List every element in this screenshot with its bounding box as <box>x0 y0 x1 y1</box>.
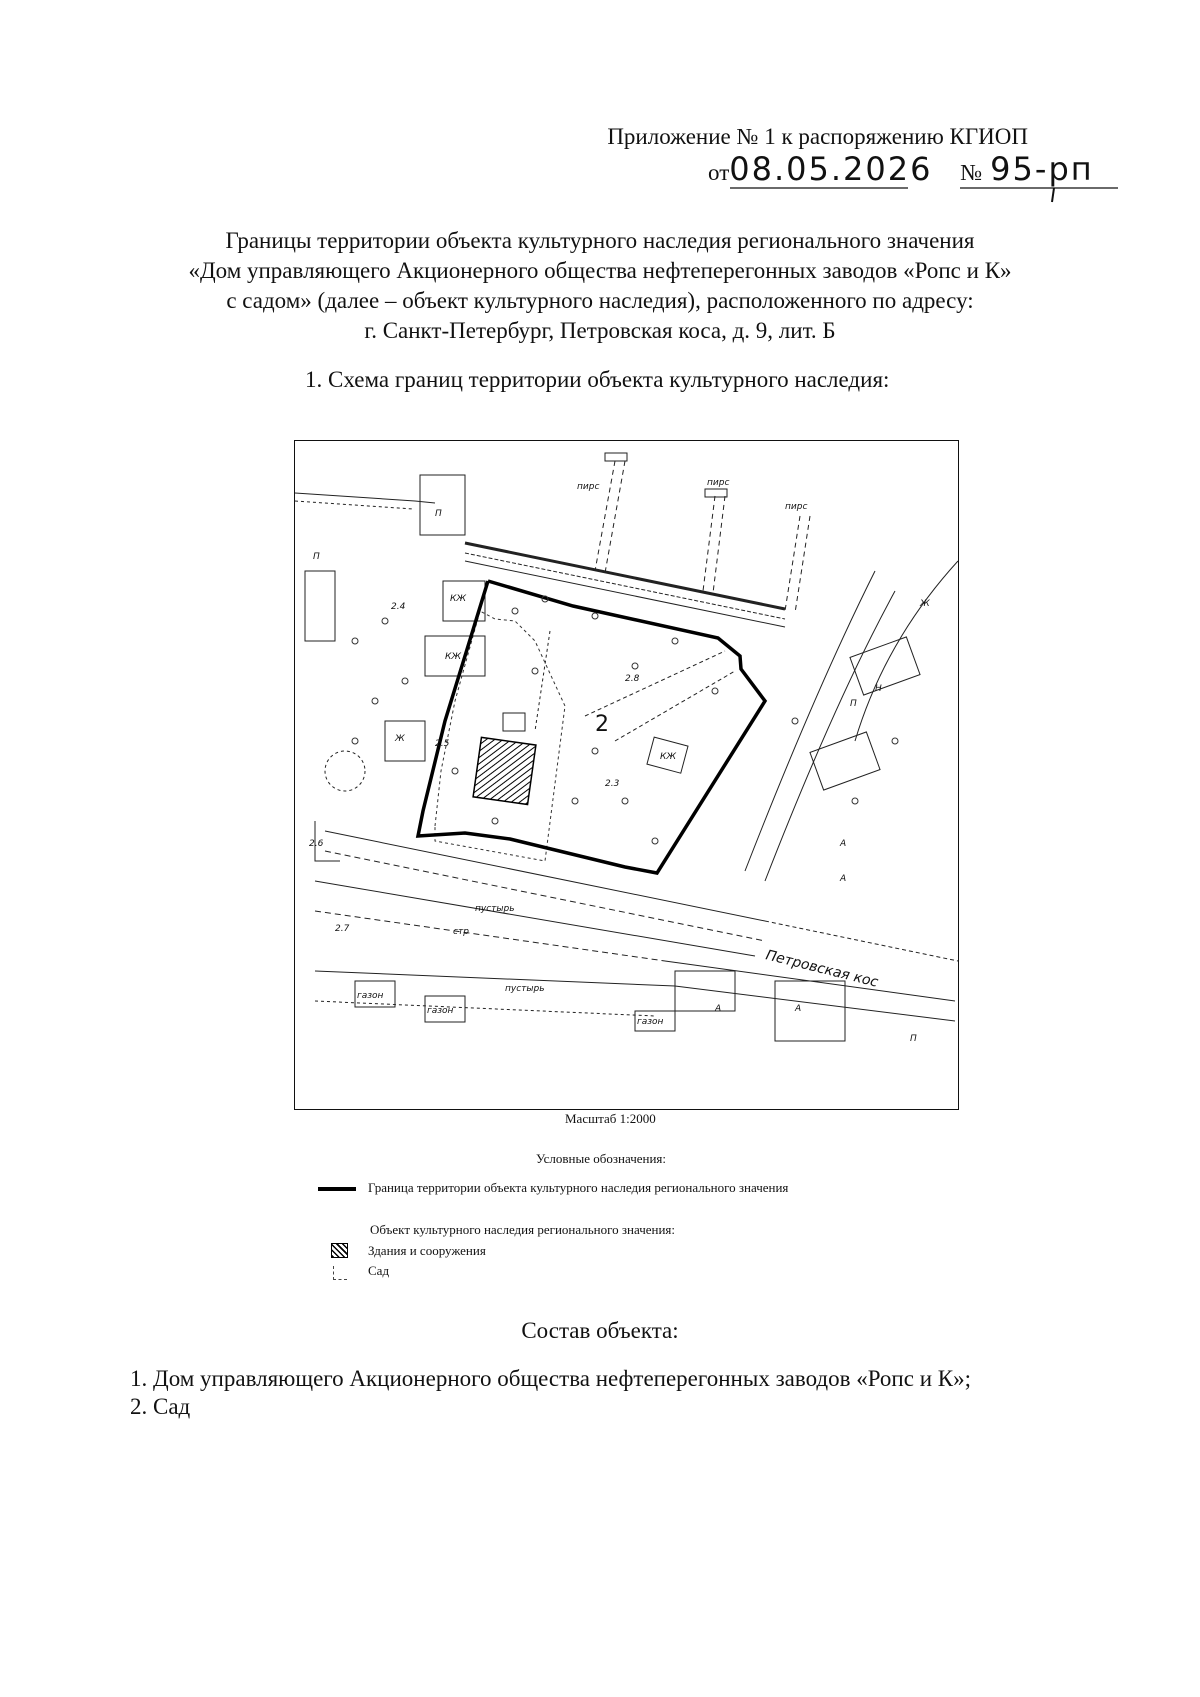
svg-text:пустырь: пустырь <box>505 984 545 994</box>
map-base <box>295 453 958 1041</box>
svg-text:А: А <box>795 1004 802 1014</box>
zone-label: 2 <box>595 712 609 737</box>
legend-garden-label: Сад <box>368 1263 390 1278</box>
svg-text:КЖ: КЖ <box>660 752 677 762</box>
svg-text:пирс: пирс <box>785 502 808 512</box>
composition-item: 2. Сад <box>130 1394 191 1419</box>
svg-text:2.4: 2.4 <box>391 602 406 612</box>
composition-item: 1. Дом управляющего Акционерного общества нефтеперегонных заводов «Ропс и К»; <box>130 1366 971 1391</box>
svg-text:КЖ: КЖ <box>445 652 462 662</box>
svg-text:пустырь: пустырь <box>475 904 515 914</box>
garden-area <box>435 611 565 861</box>
title-line: с садом» (далее – объект культурного наследия), расположенного по адресу: <box>226 288 974 313</box>
svg-text:2.5: 2.5 <box>435 739 450 749</box>
decree-date: 08.05.2026 <box>729 150 933 188</box>
svg-text:Н: Н <box>875 684 882 694</box>
appendix-caption: Приложение № 1 к распоряжению КГИОП <box>607 124 1028 149</box>
svg-text:стр: стр <box>453 927 469 937</box>
svg-text:А: А <box>840 874 847 884</box>
composition-heading: Состав объекта: <box>521 1318 679 1343</box>
svg-text:пирс: пирс <box>707 478 730 488</box>
decree-underline <box>708 150 1128 210</box>
map-drawing <box>295 441 958 1109</box>
legend-buildings-label: Здания и сооружения <box>368 1243 486 1258</box>
svg-text:П: П <box>910 1034 917 1044</box>
svg-text:газон: газон <box>427 1006 454 1016</box>
title-line: Границы территории объекта культурного наследия регионального значения <box>225 228 975 253</box>
svg-text:П: П <box>435 509 442 519</box>
legend-object-title: Объект культурного наследия регионального значения: <box>370 1222 676 1237</box>
svg-text:А: А <box>840 839 847 849</box>
heritage-boundary <box>418 581 765 873</box>
document-title <box>0 226 1200 346</box>
legend-boundary-label: Граница территории объекта культурного наследия регионального значения <box>368 1180 789 1195</box>
svg-text:2.7: 2.7 <box>335 924 350 934</box>
legend-title: Условные обозначения: <box>536 1151 667 1166</box>
title-line: г. Санкт-Петербург, Петровская коса, д. 9, лит. Б <box>364 318 836 343</box>
svg-text:пирс: пирс <box>577 482 600 492</box>
boundary-map <box>294 440 959 1110</box>
garden-symbol <box>333 1266 347 1280</box>
svg-text:2.3: 2.3 <box>605 779 620 789</box>
title-line: «Дом управляющего Акционерного общества нефтеперегонных заводов «Ропс и К» <box>188 258 1012 283</box>
number-prefix: № <box>960 160 983 185</box>
decree-number: 95-рп <box>990 150 1094 188</box>
decree-reference <box>708 150 1128 202</box>
svg-text:А: А <box>715 1004 722 1014</box>
date-prefix: от <box>708 160 730 185</box>
svg-text:Ж: Ж <box>395 734 405 744</box>
svg-text:2.6: 2.6 <box>309 839 324 849</box>
heritage-building <box>473 737 536 804</box>
scheme-heading: 1. Схема границ территории объекта культурного наследия: <box>305 367 890 392</box>
map-scale: Масштаб 1:2000 <box>565 1111 656 1126</box>
svg-text:П: П <box>313 552 320 562</box>
buildings-hatch-symbol <box>331 1243 348 1258</box>
svg-text:газон: газон <box>637 1017 664 1027</box>
svg-text:Ж: Ж <box>920 599 930 609</box>
svg-text:газон: газон <box>357 991 384 1001</box>
boundary-line-symbol <box>318 1187 356 1191</box>
svg-text:П: П <box>850 699 857 709</box>
svg-text:КЖ: КЖ <box>450 594 467 604</box>
svg-text:2.8: 2.8 <box>625 674 640 684</box>
street-label: Петровская кос <box>764 947 880 991</box>
